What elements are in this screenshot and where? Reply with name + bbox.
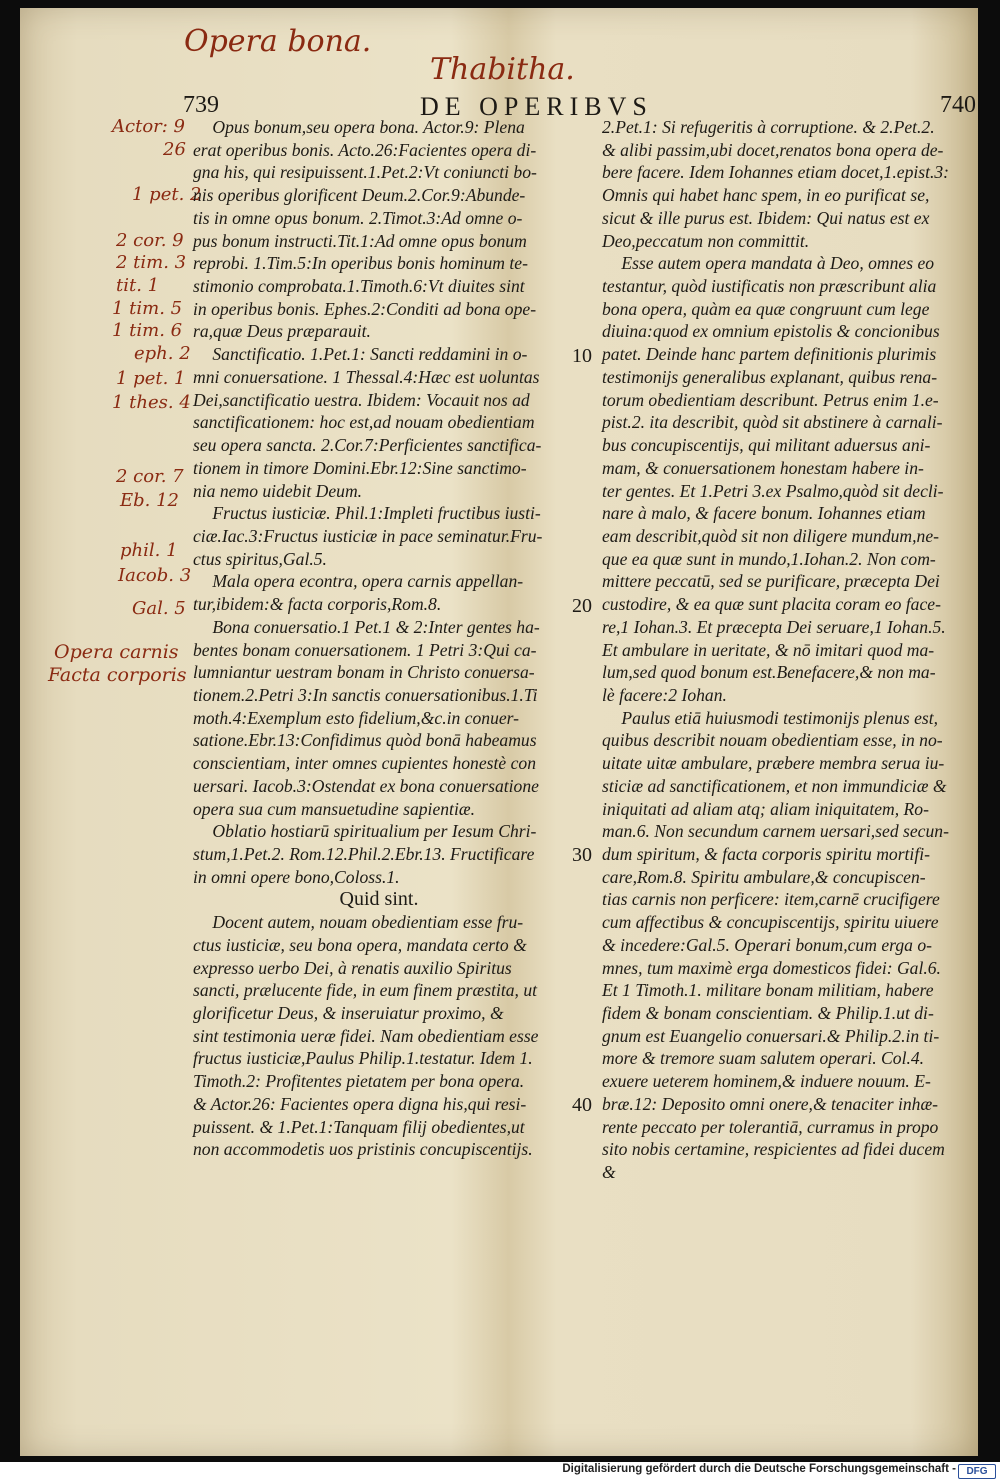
text-paragraph [193, 911, 565, 1161]
text-line: torum obedientiam describunt. Petrus enim 1.e- [602, 389, 939, 410]
text-line: pist.2. ita describit, quòd sit abstinere à carnali- [602, 412, 943, 433]
text-line: expresso uerbo Dei, à renatis auxilio Spiritus [193, 957, 512, 978]
text-line: Esse autem opera mandata à Deo, omnes eo [621, 253, 935, 274]
text-line: non accommodetis uos pristinis concupiscentijs. [193, 1139, 533, 1160]
text-line: Dei,sanctificatio uestra. Ibidem: Vocauit nos ad [193, 389, 530, 410]
text-line: testimonijs generalibus explanant, quibus rena- [602, 366, 938, 387]
text-line: pus bonum instructi.Tit.1:Ad omne opus bonum [193, 230, 527, 251]
text-line: Opus bonum,seu opera bona. Actor.9: Plena [212, 117, 525, 137]
text-paragraph [193, 570, 565, 615]
text-line: seu opera sancta. 2.Cor.7:Perficientes sanctifica- [193, 435, 542, 456]
text-paragraph [602, 116, 978, 252]
margin-note: tit. 1 [116, 275, 160, 296]
running-title: DE OPERIBVS [420, 92, 653, 121]
text-line: iniquitati ad aliam atq; aliam iniquitatem, Ro- [602, 798, 929, 819]
line-number: 20 [572, 595, 592, 617]
right-text-column [602, 116, 978, 1184]
text-line: sito nobis certamine, respicientes ad fidei ducem [602, 1139, 945, 1160]
text-line: Sanctificatio. 1.Pet.1: Sancti reddamini in o- [212, 344, 528, 365]
text-line: sanctificationem: hoc est,ad nouam obedientiam [193, 412, 535, 433]
margin-note: Actor: 9 [112, 116, 185, 137]
text-paragraph [193, 820, 565, 888]
text-line: que ea quæ sunt in mundo,1.Iohan.2. Non com- [602, 548, 936, 569]
text-line: satione.Ebr.13:Confidimus quòd bonā habeamus [193, 730, 537, 751]
funding-note: Digitalisierung gefördert durch die Deutsche Forschungsgemeinschaft - [562, 1463, 956, 1475]
text-line: Bona conuersatio.1 Pet.1 & 2:Inter gentes ha- [212, 616, 540, 637]
margin-note: 2 tim. 3 [116, 252, 187, 273]
text-line: opera sua cum mansuetudine sapientiæ. [193, 798, 475, 819]
text-line: mittere peccatū, sed se purificare, præcepta Dei [602, 571, 940, 592]
margin-note: 2 cor. 9 [116, 230, 184, 251]
text-line: Timoth.2: Profitentes pietatem per bona opera. [193, 1071, 525, 1092]
line-number: 40 [572, 1094, 592, 1116]
text-line: mnes, tum maximè erga domesticos fidei: Gal.6. [602, 957, 941, 978]
text-line: bere facere. Idem Iohannes etiam docet,1.epist.3: [602, 162, 950, 183]
margin-note: Facta corporis [48, 664, 187, 686]
text-line: nare à malo, & facere bonum. Iohannes etiam [602, 503, 926, 524]
text-line: sticiæ ad sanctificationem, et non immundiciæ & [602, 775, 947, 796]
text-line: uitate uitæ ambulare, præbere membra serua iu- [602, 753, 945, 774]
text-line: mam, & conuersationem honestam habere in- [602, 457, 924, 478]
text-line: sicut & ille purus est. Ibidem: Qui natus est ex [602, 207, 930, 228]
section-heading: Quid sint. [339, 888, 419, 911]
text-line: reprobi. 1.Tim.5:In operibus bonis hominum te- [193, 253, 528, 274]
text-line: stum,1.Pet.2. Rom.12.Phil.2.Ebr.13. Fructificare [193, 844, 535, 864]
text-line: sancti, prælucente fide, in eum finem præstita, ut [193, 980, 538, 1001]
text-line: in operibus bonis. Ephes.2:Conditi ad bona ope- [193, 298, 537, 319]
right-page-number: 740 [940, 92, 976, 118]
text-line: Docent autem, nouam obedientiam esse fru- [212, 912, 524, 933]
margin-note: phil. 1 [120, 540, 178, 561]
text-line: gnum est Euangelio conuersari.& Philip.2.in ti- [602, 1025, 940, 1046]
margin-note: 1 thes. 4 [112, 392, 191, 413]
text-line: & [602, 1162, 616, 1183]
text-line: bentes bonam conuersationem. 1 Petri 3:Qui ca- [193, 639, 537, 660]
text-line: ter gentes. Et 1.Petri 3.ex Psalmo,quòd sit decli- [602, 480, 944, 501]
text-line: eam describit,quòd sit non diligere mundum,ne- [602, 525, 940, 546]
margin-note: eph. 2 [134, 343, 191, 364]
text-line: tur,ibidem:& facta corporis,Rom.8. [193, 594, 442, 615]
text-line: custodire, & ea quæ sunt placita coram eo face- [602, 594, 941, 615]
text-line: & Actor.26: Facientes opera digna his,qui resi- [193, 1093, 527, 1114]
text-line: rente peccato per tolerantiā, curramus in propo [602, 1116, 939, 1137]
text-line: Et 1 Timoth.1. militare bonam militiam, habere [602, 980, 934, 1001]
text-line: & incedere:Gal.5. Operari bonum,cum erga o- [602, 934, 932, 955]
text-line: fidem & bonam conscientiam. & Philip.1.ut di- [602, 1003, 934, 1024]
margin-note: 1 pet. 2 [132, 184, 202, 205]
text-line: bus concupiscentijs, qui militant aduersus ani- [602, 435, 931, 456]
margin-note: Gal. 5 [132, 598, 186, 619]
text-line: Fructus iusticiæ. Phil.1:Impleti fructibus iusti- [212, 503, 541, 524]
text-line: conscientiam, inter omnes cupientes honestè con [193, 753, 536, 774]
text-line: lumniantur uestram bonam in Christo conuersa- [193, 662, 535, 683]
margin-note: Iacob. 3 [118, 565, 192, 586]
text-line: bræ.12: Deposito omni onere,& tenaciter inhæ- [602, 1093, 939, 1114]
text-line: Oblatio hostiarū spiritualium per Iesum Chri- [212, 821, 537, 842]
text-line: puissent. & 1.Pet.1:Tanquam filij obedientes,ut [193, 1116, 525, 1137]
text-line: lè facere:2 Iohan. [602, 684, 727, 705]
text-line: tionem in timore Domini.Ebr.12:Sine sanctimo- [193, 457, 527, 478]
text-line: Mala opera econtra, opera carnis appellan- [212, 571, 524, 592]
text-line: nis operibus glorificent Deum.2.Cor.9:Abunde- [193, 185, 526, 206]
text-paragraph [193, 616, 565, 820]
text-line: ctus spiritus,Gal.5. [193, 548, 327, 569]
text-line: cum affectibus & concupiscentijs, spiritu uiuere [602, 912, 939, 933]
text-line: gna his, qui resipuissent.1.Pet.2:Vt coniuncti bo- [193, 162, 537, 183]
text-line: ra,quæ Deus præparauit. [193, 321, 371, 342]
text-line: in omni opere bono,Coloss.1. [193, 866, 400, 887]
text-paragraph [193, 502, 565, 570]
margin-note: 26 [163, 139, 186, 160]
text-line: patet. Deinde hanc partem definitionis plurimis [602, 344, 937, 365]
margin-note: Eb. 12 [120, 490, 180, 511]
text-line: more & tremore suam salutem operari. Col.4. [602, 1048, 925, 1069]
text-line: stimonio comprobata.1.Timoth.6:Vt diuites sint [193, 276, 525, 297]
text-line: & alibi passim,ubi docet,renatos bona opera de- [602, 139, 944, 160]
text-paragraph [602, 707, 978, 1184]
text-line: bona opera, quàm ea quæ congruunt cum lege [602, 298, 930, 319]
margin-note: 1 pet. 1 [116, 368, 186, 389]
left-page-number: 739 [183, 92, 219, 118]
margin-note: 1 tim. 5 [112, 298, 183, 319]
text-line: Et ambulare in ueritate, & nō imitari quod ma- [602, 639, 935, 660]
text-paragraph [193, 116, 565, 343]
text-line: tis in omne opus bonum. 2.Timot.3:Ad omne o- [193, 207, 523, 228]
text-line: sint testimonia ueræ fidei. Nam obedientiam esse [193, 1025, 539, 1046]
text-line: erat operibus bonis. Acto.26:Facientes opera di- [193, 139, 537, 160]
line-number: 10 [572, 345, 592, 367]
margin-note: Opera carnis [54, 641, 179, 663]
handwritten-note-top: Opera bona. [184, 24, 372, 59]
text-line: lum,sed quod bonum est.Benefacere,& non ma- [602, 662, 936, 683]
text-line: tias carnis non perficere: item,carnē crucifigere [602, 889, 940, 910]
text-line: ciæ.Iac.3:Fructus iusticiæ in pace seminatur.Fru- [193, 525, 543, 546]
text-line: mni conuersatione. 1 Thessal.4:Hæc est uoluntas [193, 366, 540, 387]
text-line: Deo,peccatum non committit. [602, 230, 810, 251]
text-line: Omnis qui habet hanc spem, in eo purificat se, [602, 185, 930, 206]
text-line: 2.Pet.1: Si refugeritis à corruptione. & 2.Pet.2. [602, 117, 935, 137]
text-line: Paulus etiā huiusmodi testimonijs plenus est, [621, 707, 939, 728]
text-paragraph [193, 343, 565, 502]
text-line: nia nemo uidebit Deum. [193, 480, 363, 501]
text-line: uersari. Iacob.3:Ostendat ex bona conuersatione [193, 775, 539, 796]
margin-note: 1 tim. 6 [112, 320, 183, 341]
text-line: care,Rom.8. Spiritu ambulare,& concupiscen- [602, 866, 926, 887]
text-line: glorificetur Deus, & inseruiatur proximo, & [193, 1003, 504, 1024]
handwritten-name-top: Thabitha. [430, 52, 575, 87]
footer-bar [0, 1462, 1000, 1480]
line-number: 30 [572, 844, 592, 866]
text-line: re,1 Iohan.3. Et præcepta Dei seruare,1 Iohan.5. [602, 616, 946, 637]
text-line: tionem.2.Petri 3:In sanctis conuersationibus.1.Ti [193, 684, 538, 705]
text-line: moth.4:Exemplum esto fidelium,&c.in conuer- [193, 707, 520, 728]
dfg-logo: DFG [958, 1464, 996, 1479]
text-line: quibus describit nouam obedientiam esse, in no- [602, 730, 943, 751]
left-text-column [193, 116, 565, 1161]
text-line: ctus iusticiæ, seu bona opera, mandata certo & [193, 934, 527, 955]
text-line: fructus iusticiæ,Paulus Philip.1.testatur. Idem 1. [193, 1048, 533, 1069]
text-line: diuina:quod ex omnium epistolis & concionibus [602, 321, 940, 342]
margin-note: 2 cor. 7 [116, 466, 184, 487]
text-line: dum spiritum, & facta corporis spiritu mortifi- [602, 844, 930, 864]
text-line: testantur, quòd iustificatis non præscribunt alia [602, 276, 937, 297]
text-line: man.6. Non secundum carnem uersari,sed secun- [602, 821, 949, 842]
text-paragraph [602, 252, 978, 706]
text-line: exuere ueterem hominem,& induere nouum. E- [602, 1071, 931, 1092]
